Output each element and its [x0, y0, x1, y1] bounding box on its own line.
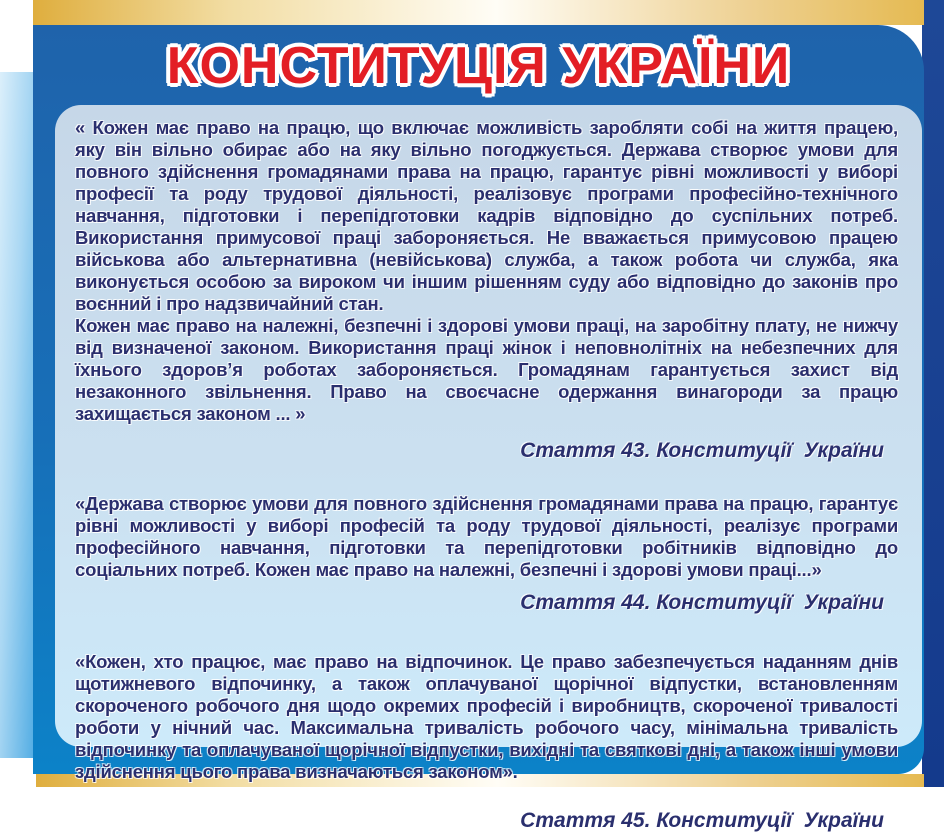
- poster-title: КОНСТИТУЦІЯ УКРАЇНИ: [166, 37, 791, 95]
- article-45-attribution: Стаття 45. Конституції України: [520, 809, 884, 832]
- article-43-quote-paragraph-1: « Кожен має право на працю, що включає можливість заробляти собі на життя працею, яку він вільно обирає або на яку вільно погоджується. Держава створює умови для повного здійснення громадянами права на працю, гарантує рівні можливості у виборі професії та роду трудової діяльності, реалізовує програми професійно-технічного навчання, підготовки і перепідготовки кадрів відповідно до суспільних потреб. Використання примусової праці забороняється. Не вважається примусовою працею військова або альтернативна (невійськова) служба, а також робота чи служба, яка виконується особою за вироком чи іншим рішенням суду або відповідно до законів про воєнний і про надзвичайний стан.: [75, 117, 898, 314]
- right-decorative-bar: [922, 0, 944, 787]
- top-gold-stripe: [33, 0, 924, 25]
- article-44-section: [75, 493, 898, 615]
- article-44-attribution: Стаття 44. Конституції України: [520, 591, 884, 614]
- article-43-attribution: Стаття 43. Конституції України: [520, 439, 884, 462]
- main-blue-panel: [33, 25, 924, 832]
- article-43-section: [75, 117, 898, 463]
- article-45-section: [75, 651, 898, 833]
- content-panel: [55, 105, 922, 832]
- left-decorative-stripe: [0, 72, 33, 758]
- article-44-quote-paragraph: «Держава створює умови для повного здійснення громадянами права на працю, гарантує рівні можливості у виборі професій та роду трудової діяльності, реалізує програми професійного навчання, підготовки та перепідготовки робітників відповідно до соціальних потреб. Кожен має право на належні, безпечні і здорові умови праці...»: [75, 493, 898, 580]
- article-43-quote-paragraph-2: Кожен має право на належні, безпечні і здорові умови праці, на заробітну плату, не нижчу від визначеної законом. Використання праці жінок і неповнолітніх на небезпечних для їхнього здоров’я роботах забороняється. Громадянам гарантується захист від незаконного звільнення. Право на своєчасне одержання винагороди за працю захищається законом ... »: [75, 315, 898, 424]
- article-45-quote-paragraph: «Кожен, хто працює, має право на відпочинок. Це право забезпечується наданням днів щотижневого відпочинку, а також оплачуваної щорічної відпустки, встановленням скороченого робочого дня щодо окремих професій і виробництв, скороченої тривалості роботи у нічний час. Максимальна тривалість робочого часу, мінімальна тривалість відпочинку та оплачуваної щорічної відпустки, вихідні та святкові дні, а також інші умови здійснення цього права визначаються законом».: [75, 651, 898, 782]
